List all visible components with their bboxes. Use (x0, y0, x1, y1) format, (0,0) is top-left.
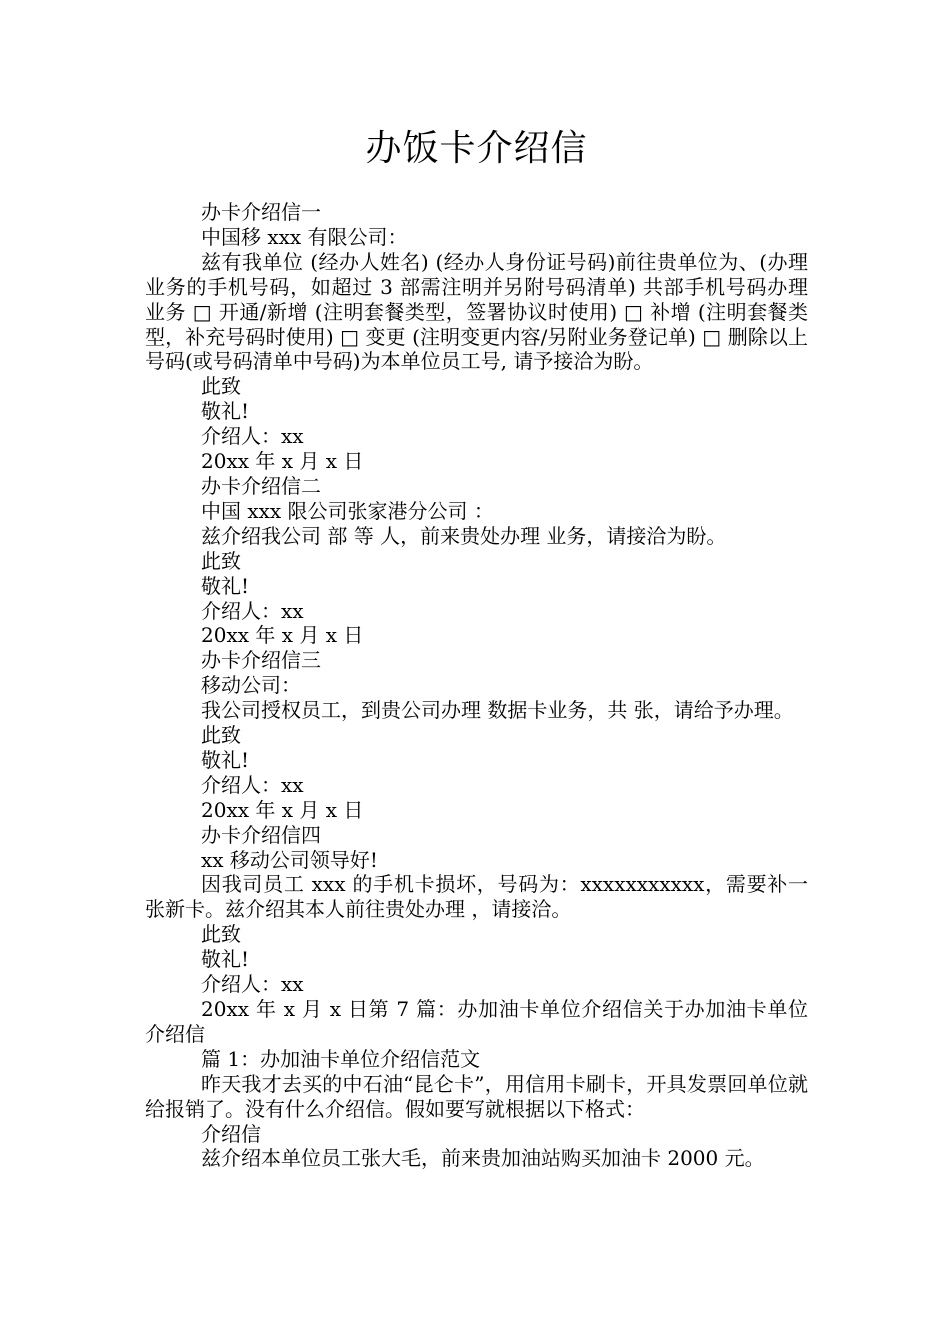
closing-salute: 敬礼! (201, 947, 250, 972)
closing-salute: 敬礼! (201, 573, 250, 598)
section-heading: 篇 1：办加油卡单位介绍信范文 (201, 1046, 481, 1071)
salutation: 中国 xxx 限公司张家港分公司 ： (201, 498, 494, 523)
closing-line: 此致 (201, 922, 241, 947)
body-paragraph: 兹介绍我公司 部 等 人，前来贵处办理 业务，请接洽为盼。 (201, 523, 727, 548)
salutation: 移动公司： (201, 673, 301, 698)
salutation: xx 移动公司领导好! (201, 847, 378, 872)
body-paragraph: 兹有我单位 (经办人姓名) (经办人身份证号码)前往贵单位为、(办理业务的手机号码，如超过 3 部需注明并另附号码清单) 共部手机号码办理 业务 □ 开通/新增 (注明套餐类型，签署协议时使用) □ 补增 (注明套餐类型，补充号码时使用) □ 变更 (注明变更内容/另附业务登记单) □ 删除以上号码(或号码清单中号码)为本单位员工号, 请予接洽为盼。 (145, 249, 808, 374)
body-paragraph: 兹介绍本单位员工张大毛，前来贵加油站购买加油卡 2000 元。 (201, 1146, 765, 1171)
closing-line: 此致 (201, 723, 241, 748)
closing-line: 此致 (201, 548, 241, 573)
heading-letter-four: 办卡介绍信四 (201, 822, 321, 847)
body-paragraph: 昨天我才去买的中石油“昆仑卡”，用信用卡刷卡，开具发票回单位就给报销了。没有什么介绍信。假如要写就根据以下格式： (145, 1071, 808, 1121)
introducer-line: 介绍人：xx (201, 772, 304, 797)
body-paragraph: 我公司授权员工，到贵公司办理 数据卡业务，共 张，请给予办理。 (201, 698, 794, 723)
letter-heading: 介绍信 (201, 1121, 261, 1146)
date-line: 20xx 年 x 月 x 日 (201, 797, 364, 822)
date-line: 20xx 年 x 月 x 日 (201, 449, 364, 474)
introducer-line: 介绍人：xx (201, 424, 304, 449)
document-body (145, 122, 808, 1171)
introducer-line: 介绍人：xx (201, 598, 304, 623)
body-paragraph: 因我司员工 xxx 的手机卡损坏，号码为：xxxxxxxxxxx，需要补一张新卡。兹介绍其本人前往贵处办理 ，请接洽。 (145, 872, 808, 922)
salutation: 中国移 xxx 有限公司： (201, 224, 408, 249)
heading-letter-one: 办卡介绍信一 (201, 200, 321, 224)
document-title: 办饭卡介绍信 (365, 128, 588, 169)
closing-line: 此致 (201, 374, 241, 399)
date-line: 20xx 年 x 月 x 日第 7 篇：办加油卡单位介绍信关于办加油卡单位介绍信 (145, 997, 808, 1046)
heading-letter-two: 办卡介绍信二 (201, 473, 321, 498)
closing-salute: 敬礼! (201, 399, 250, 424)
closing-salute: 敬礼! (201, 747, 250, 772)
introducer-line: 介绍人：xx (201, 972, 304, 997)
document-content (145, 200, 808, 1171)
date-line: 20xx 年 x 月 x 日 (201, 623, 364, 648)
heading-letter-three: 办卡介绍信三 (201, 648, 321, 673)
